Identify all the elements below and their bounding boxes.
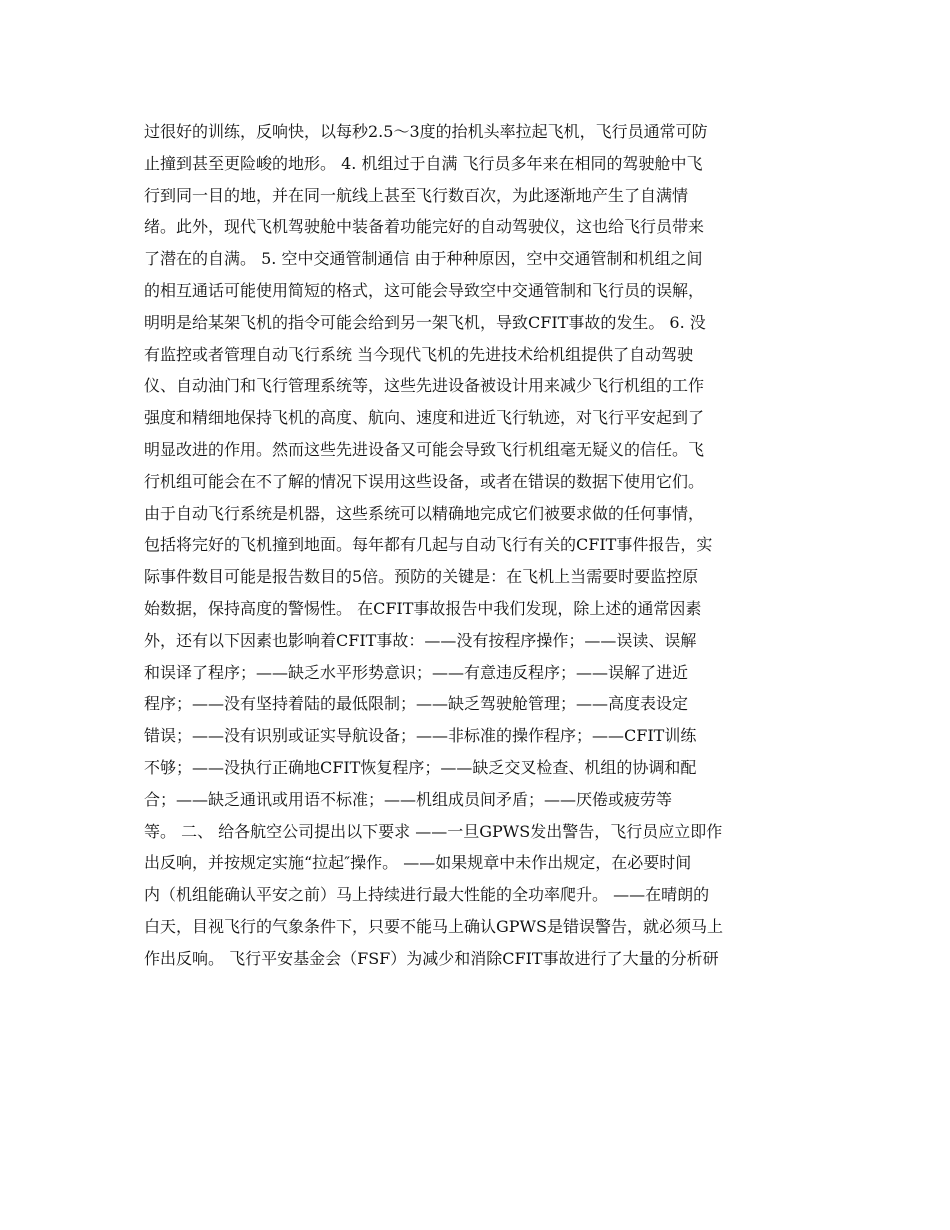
- text-line: 作出反响。 飞行平安基金会（FSF）为减少和消除CFIT事故进行了大量的分析研: [144, 948, 719, 968]
- text-line: 等。 二、 给各航空公司提出以下要求 ——一旦GPWS发出警告，飞行员应立即作: [144, 821, 723, 841]
- text-line: 包括将完好的飞机撞到地面。每年都有几起与自动飞行有关的CFIT事件报告，实: [144, 535, 713, 555]
- text-line: 仪、自动油门和飞行管理系统等，这些先进设备被设计用来减少飞行机组的工作: [144, 376, 705, 396]
- text-line: 程序；——没有坚持着陆的最低限制；——缺乏驾驶舱管理；——高度表设定: [144, 694, 689, 714]
- text-line: 的相互通话可能使用简短的格式，这可能会导致空中交通管制和飞行员的误解，: [144, 280, 705, 300]
- text-line: 和误译了程序；——缺乏水平形势意识；——有意违反程序；——误解了进近: [144, 662, 689, 682]
- text-line: 始数据，保持高度的警惕性。 在CFIT事故报告中我们发现，除上述的通常因素: [144, 598, 702, 618]
- text-line: 外，还有以下因素也影响着CFIT事故：——没有按程序操作；——误读、误解: [144, 630, 697, 650]
- text-line: 强度和精细地保持飞机的高度、航向、速度和进近飞行轨迹，对飞行平安起到了: [144, 408, 705, 428]
- text-line: 明显改进的作用。然而这些先进设备又可能会导致飞行机组毫无疑义的信任。飞: [144, 439, 705, 459]
- body-text: [144, 116, 806, 975]
- text-line: 由于自动飞行系统是机器，这些系统可以精确地完成它们被要求做的任何事情，: [144, 503, 705, 523]
- text-line: 合；——缺乏通讯或用语不标准；——机组成员间矛盾；——厌倦或疲劳等: [144, 789, 673, 809]
- text-line: 内（机组能确认平安之前）马上持续进行最大性能的全功率爬升。 ——在晴朗的: [144, 885, 710, 905]
- text-line: 错误；——没有识别或证实导航设备；——非标准的操作程序；——CFIT训练: [144, 726, 697, 746]
- text-line: 止撞到甚至更险峻的地形。 4. 机组过于自满 飞行员多年来在相同的驾驶舱中飞: [144, 153, 703, 173]
- text-line: 明明是给某架飞机的指令可能会给到另一架飞机，导致CFIT事故的发生。 6. 没: [144, 312, 706, 332]
- text-line: 过很好的训练，反响快，以每秒2.5～3度的抬机头率拉起飞机，飞行员通常可防: [144, 122, 708, 141]
- text-line: 不够；——没执行正确地CFIT恢复程序；——缺乏交叉检查、机组的协调和配: [144, 757, 697, 777]
- text-line: 了潜在的自满。 5. 空中交通管制通信 由于种种原因，空中交通管制和机组之间: [144, 249, 703, 269]
- text-line: 行机组可能会在不了解的情况下误用这些设备，或者在错误的数据下使用它们。: [144, 471, 705, 491]
- text-line: 际事件数目可能是报告数目的5倍。预防的关键是：在飞机上当需要时要监控原: [144, 567, 699, 587]
- text-line: 绪。此外，现代飞机驾驶舱中装备着功能完好的自动驾驶仪，这也给飞行员带来: [144, 217, 705, 237]
- text-line: 白天，目视飞行的气象条件下，只要不能马上确认GPWS是错误警告，就必须马上: [144, 916, 723, 936]
- text-line: 出反响，并按规定实施“拉起″操作。 ——如果规章中未作出规定，在必要时间: [144, 853, 692, 873]
- text-line: 行到同一目的地，并在同一航线上甚至飞行数百次，为此逐渐地产生了自满情: [144, 185, 689, 205]
- text-line: 有监控或者管理自动飞行系统 当今现代飞机的先进技术给机组提供了自动驾驶: [144, 344, 694, 364]
